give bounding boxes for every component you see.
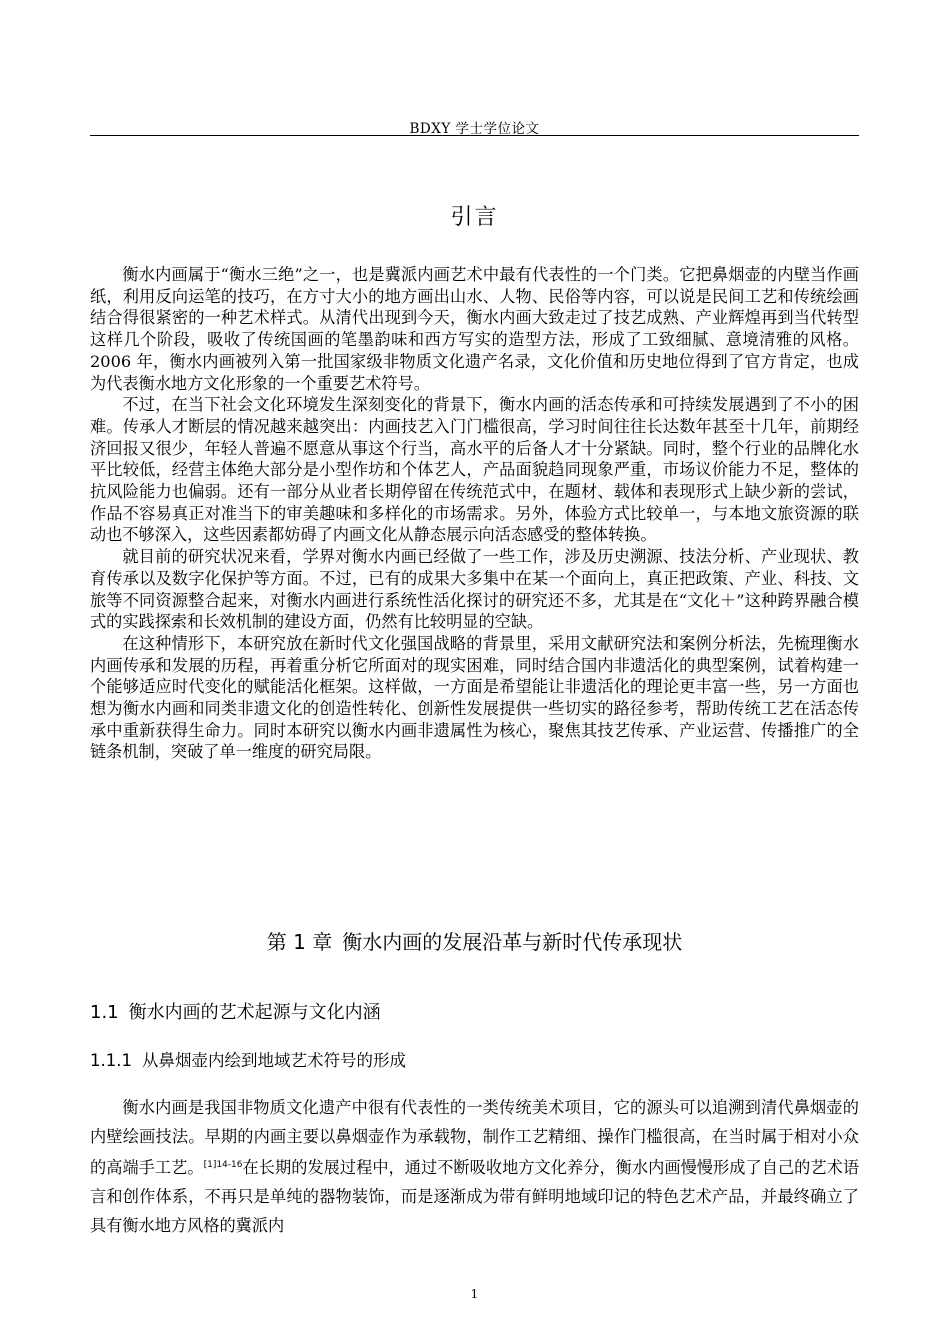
body-text-before-citation: 衡水内画是我国非物质文化遗产中很有代表性的一类传统美术项目，它的源头可以追溯到清代鼻烟壶的内壁绘画技法。早期的内画主要以鼻烟壶作为承载物，制作工艺精细、操作门槛很高，在当时属于相对小众的高端手工艺。 [90,1098,859,1177]
intro-body [90,264,859,763]
subsection-number: 1.1.1 [90,1051,132,1070]
chapter-title: 衡水内画的发展沿革与新时代传承现状 [342,930,683,954]
section-number: 1.1 [90,1002,119,1023]
running-header: BDXY 学士学位论文 [409,121,540,137]
body-text-after-citation: 在长期的发展过程中，通过不断吸收地方文化养分，衡水内画慢慢形成了自己的艺术语言和创作体系，不再只是单纯的器物装饰，而是逐渐成为带有鲜明地域印记的特色艺术产品，并最终确立了具有衡水地方风格的冀派内 [90,1158,860,1235]
header-rule [90,135,859,136]
intro-paragraph: 衡水内画属于“衡水三绝”之一，也是冀派内画艺术中最有代表性的一个门类。它把鼻烟壶的内壁当作画纸，利用反向运笔的技巧，在方寸大小的地方画出山水、人物、民俗等内容，可以说是民间工艺和传统绘画结合得很紧密的一种艺术样式。从清代出现到今天，衡水内画大致走过了技艺成熟、产业辉煌再到当代转型这样几个阶段，吸收了传统国画的笔墨韵味和西方写实的造型方法，形成了工致细腻、意境清雅的风格。2006 年，衡水内画被列入第一批国家级非物质文化遗产名录，文化价值和历史地位得到了官方肯定，也成为代表衡水地方文化形象的一个重要艺术符号。 [90,265,859,393]
intro-paragraph: 不过，在当下社会文化环境发生深刻变化的背景下，衡水内画的活态传承和可持续发展遇到了不小的困难。传承人才断层的情况越来越突出：内画技艺入门门槛很高，学习时间往往长达数年甚至十几年，前期经济回报又很少，年轻人普遍不愿意从事这个行当，高水平的后备人才十分紧缺。同时，整个行业的品牌化水平比较低，经营主体绝大部分是小型作坊和个体艺人，产品面貌趋同现象严重，市场议价能力不足，整体的抗风险能力也偏弱。还有一部分从业者长期停留在传统范式中，在题材、载体和表现形式上缺少新的尝试，作品不容易真正对准当下的审美趣味和多样化的市场需求。另外，体验方式比较单一，与本地文旅资源的联动也不够深入，这些因素都妨碍了内画文化从静态展示向活态感受的整体转换。 [90,395,859,545]
section-title: 衡水内画的艺术起源与文化内涵 [128,1002,381,1023]
citation-reference[interactable]: [1]14-16 [203,1160,243,1170]
body-text [90,1093,859,1240]
subsection-title: 从鼻烟壶内绘到地域艺术符号的形成 [141,1051,406,1070]
subsection-heading [90,1047,406,1071]
intro-paragraph: 在这种情形下，本研究放在新时代文化强国战略的背景里，采用文献研究法和案例分析法，先梳理衡水内画传承和发展的历程，再着重分析它所面对的现实困难，同时结合国内非遗活化的典型案例，试着构建一个能够适应时代变化的赋能活化框架。这样做，一方面是希望能让非遗活化的理论更丰富一些，另一方面也想为衡水内画和同类非遗文化的创造性转化、创新性发展提供一些切实的路径参考，帮助传统工艺在活态传承中重新获得生命力。同时本研究以衡水内画非遗属性为核心，聚焦其技艺传承、产业运营、传播推广的全链条机制，突破了单一维度的研究局限。 [90,633,859,762]
intro-paragraph: 就目前的研究状况来看，学界对衡水内画已经做了一些工作，涉及历史溯源、技法分析、产业现状、教育传承以及数字化保护等方面。不过，已有的成果大多集中在某一个面向上，真正把政策、产业、科技、文旅等不同资源整合起来，对衡水内画进行系统性活化探讨的研究还不多，尤其是在“文化＋”这种跨界融合模式的实践探索和长效机制的建设方面，仍然有比较明显的空缺。 [90,547,859,632]
intro-title: 引言 [450,205,499,230]
body-paragraph [90,1093,859,1240]
section-heading [90,998,381,1024]
chapter-heading [90,926,859,955]
page-number: 1 [470,1287,479,1301]
chapter-number: 第 1 章 [266,930,333,954]
